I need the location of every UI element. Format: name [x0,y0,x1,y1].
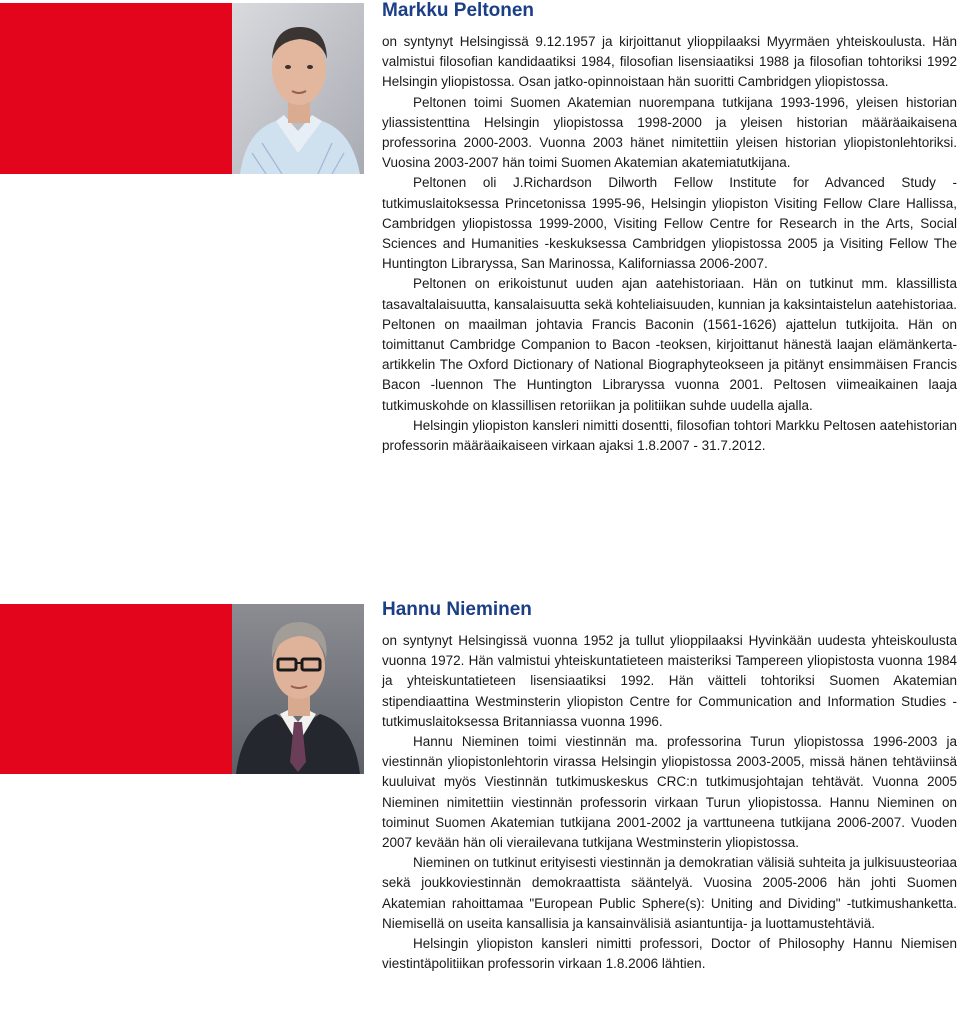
biography-text [382,32,957,456]
red-accent-block [0,3,232,174]
bio-paragraph: Peltonen oli J.Richardson Dilworth Fellow Institute for Advanced Study -tutkimuslaitoksessa Princetonissa 1995-96, Helsingin yliopiston Visiting Fellow Clare Hallissa, Cambridgen yliopistossa 1999-2000, Visiting Fellow Centre for Research in the Arts, Social Sciences and Humanities -keskuksessa Cambridgen yliopistossa 2005 ja Visiting Fellow The Huntington Libraryssa, San Marinossa, Kaliforniassa 2006-2007. [382,175,957,272]
portrait-photo [232,604,364,774]
bio-paragraph: Helsingin yliopiston kansleri nimitti dosentti, filosofian tohtori Markku Peltosen aatehistorian professorin määräaikaiseen virkaan ajaksi 1.8.2007 - 31.7.2012. [382,417,957,454]
bio-paragraph: on syntynyt Helsingissä 9.12.1957 ja kirjoittanut ylioppilaaksi Myyrmäen yhteiskoulusta. Hän valmistui filosofian kandidaatiksi 1984, filosofian lisensiaatiksi 1988 ja filosofian tohtoriksi 1992 Helsingin yliopistossa. Osan jatko-opinnoistaan hän suoritti Cambridgen yliopistossa. [382,34,957,90]
portrait-photo [232,3,364,174]
person-name: Markku Peltonen [382,0,535,21]
bio-paragraph: Peltonen on erikoistunut uuden ajan aatehistoriaan. Hän on tutkinut mm. klassillista tasavaltalaisuutta, kansalaisuutta sekä kohteliaisuuden, kunnian ja kaksintaistelun aatehistoriaa. Peltonen on maailman johtavia Francis Baconin (1561-1626) ajattelun tutkijoita. Hän on toimittanut Cambridge Companion to Bacon -teoksen, kirjoittanut hänestä laajan elämänkerta-artikkelin The Oxford Dictionary of National Biographyteokseen ja pitänyt ensimmäisen Francis Bacon -luennon The Huntington Libraryssa vuonna 2001. Peltosen viimeaikainen laaja tutkimuskohde on klassillisen retoriikan ja politiikan suhde uudella ajalla. [382,276,957,413]
red-accent-block [0,604,232,774]
bio-paragraph: Nieminen on tutkinut erityisesti viestinnän ja demokratian välisiä suhteita ja julkisuusteoriaa sekä joukkoviestinnän demokraattista sääntelyä. Vuosina 2005-2006 hän johti Suomen Akatemian rahoittamaa "European Public Sphere(s): Uniting and Dividing" -tutkimushanketta. Niemisellä on useita kansallisia ja kansainvälisiä asiantuntija- ja luottamustehtäviä. [382,855,957,931]
biography-text [382,631,957,974]
bio-paragraph: on syntynyt Helsingissä vuonna 1952 ja tullut ylioppilaaksi Hyvinkään uudesta yhteiskoulusta vuonna 1972. Hän valmistui yhteiskuntatieteen maisteriksi Tampereen yliopistosta vuonna 1984 ja yhteiskuntatieteen lisensiaatiksi 1992. Hän väitteli tohtoriksi Suomen Akatemian stipendiaattina Westminsterin yliopiston Centre for Communication and Information Studies -tutkimuslaitoksessa Britanniassa vuonna 1996. [382,633,957,729]
bio-paragraph: Peltonen toimi Suomen Akatemian nuorempana tutkijana 1993-1996, yleisen historian yliassistenttina Helsingin yliopistossa 1998-2000 ja yleisen historian määräaikaisena professorina 2000-2003. Vuonna 2003 hänet nimitettiin yleisen historian yliopistonlehtoriksi. Vuosina 2003-2007 hän toimi Suomen Akatemian akatemiatutkijana. [382,94,957,171]
person-name: Hannu Nieminen [382,599,532,620]
bio-paragraph: Helsingin yliopiston kansleri nimitti professori, Doctor of Philosophy Hannu Niemisen viestintäpolitiikan professorin virkaan 1.8.2006 lähtien. [382,936,957,972]
bio-paragraph: Hannu Nieminen toimi viestinnän ma. professorina Turun yliopistossa 1996-2003 ja viestinnän yliopistonlehtorin virassa Helsingin yliopistossa 2003-2005, missä hänen tehtäviinsä kuuluivat myös Viestinnän tutkimuskeskus CRC:n tutkimusjohtajan tehtävät. Vuonna 2005 Nieminen nimitettiin viestinnän professorin virkaan Turun yliopistossa. Hannu Nieminen on toiminut Suomen Akatemian tutkijana 2001-2002 ja varttuneena tutkijana 2006-2007. Vuoden 2007 kevään hän oli vierailevana tutkijana Westminsterin yliopistossa. [382,734,957,851]
